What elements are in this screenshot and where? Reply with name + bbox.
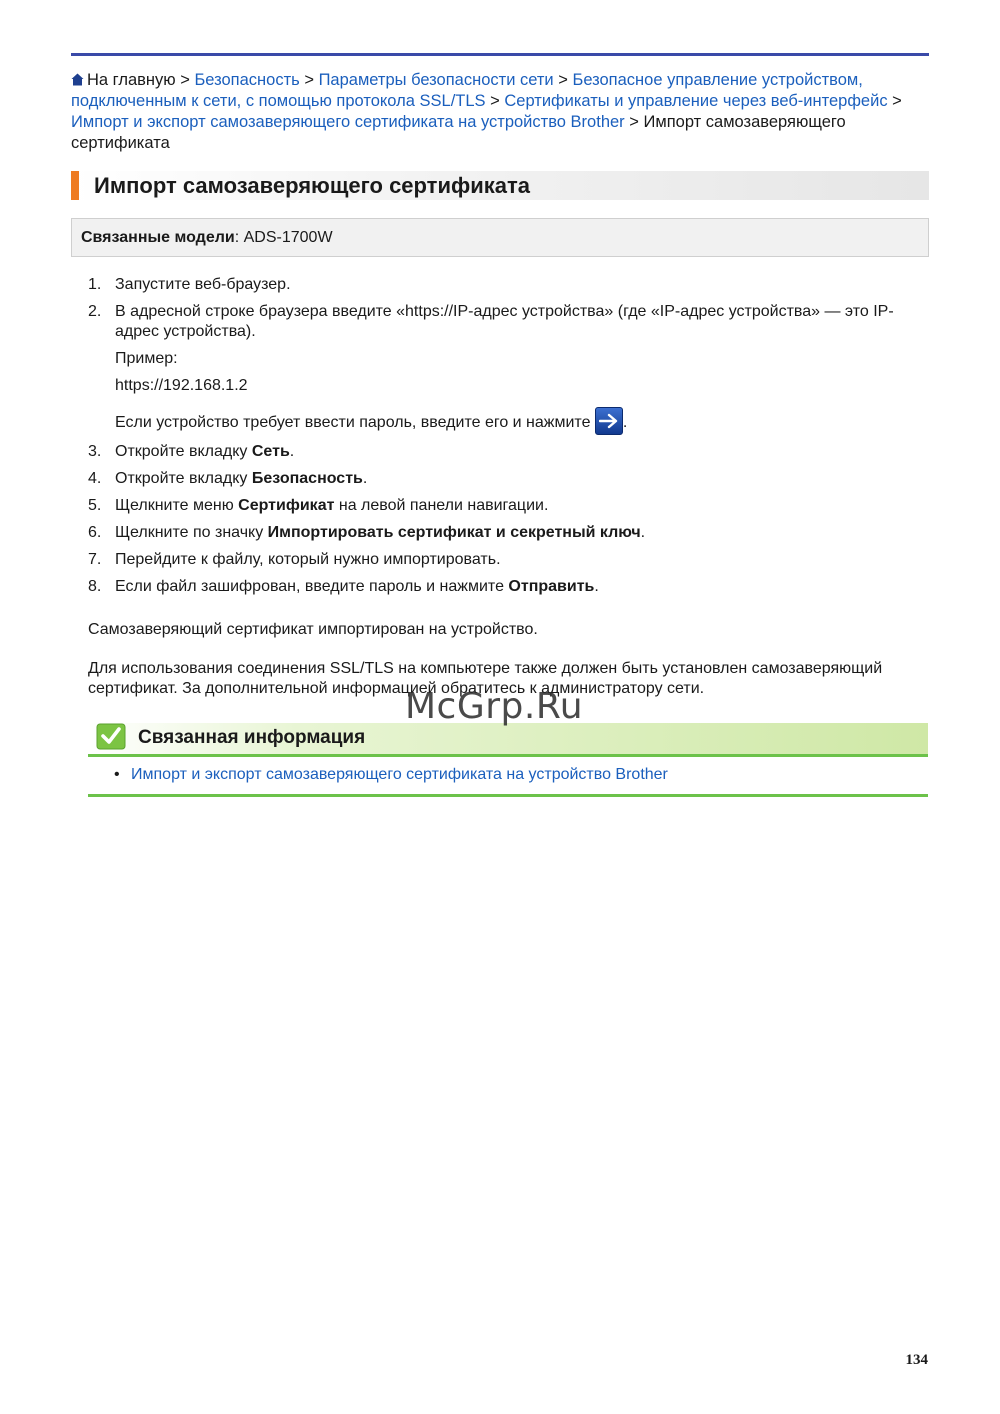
- step-1: 1. Запустите веб-браузер.: [88, 276, 291, 293]
- models-label: Связанные модели: [81, 229, 235, 246]
- step-8: 8. Если файл зашифрован, введите пароль и нажмите Отправить.: [88, 578, 599, 595]
- breadcrumb: На главную > Безопасность > Параметры безопасности сети > Безопасное управление устройством, подключенным к сети, с помощью протокола SSL/TLS > Сертификаты и управление через веб-интерфейс > Импорт и экспорт самозаверяющего сертификата на устройство Brother > Импорт самозаверяющего сертификата: [71, 71, 902, 152]
- step-7: 7. Перейдите к файлу, который нужно импортировать.: [88, 551, 501, 568]
- step-6: 6. Щелкните по значку Импортировать сертификат и секретный ключ.: [88, 524, 646, 541]
- models-value: : ADS-1700W: [234, 229, 333, 246]
- breadcrumb-home[interactable]: На главную: [87, 71, 176, 89]
- page-title-bar: [71, 171, 929, 200]
- password-note: Если устройство требует ввести пароль, введите его и нажмите .: [115, 407, 928, 435]
- result-paragraph: Самозаверяющий сертификат импортирован на устройство.: [88, 621, 538, 638]
- arrow-right-icon[interactable]: [595, 407, 623, 435]
- page-number: 134: [905, 1352, 928, 1368]
- example-value: https://192.168.1.2: [115, 377, 248, 394]
- page-title: Импорт самозаверяющего сертификата: [94, 173, 531, 198]
- breadcrumb-link-network-security[interactable]: Параметры безопасности сети: [318, 71, 554, 89]
- step-5: 5. Щелкните меню Сертификат на левой панели навигации.: [88, 497, 549, 514]
- breadcrumb-current: Импорт самозаверяющего сертификата: [71, 113, 846, 152]
- related-link-import-export[interactable]: Импорт и экспорт самозаверяющего сертификата на устройство Brother: [131, 766, 668, 783]
- related-info-list: • Импорт и экспорт самозаверяющего сертификата на устройство Brother: [114, 766, 668, 783]
- related-info-title: Связанная информация: [138, 727, 366, 748]
- steps-list: [88, 275, 928, 604]
- step-3: 3. Откройте вкладку Сеть.: [88, 443, 295, 460]
- home-icon[interactable]: [71, 73, 84, 86]
- note-paragraph: Для использования соединения SSL/TLS на компьютере также должен быть установлен самозаверяющий сертификат. За дополнительной информацией обратитесь к администратору сети.: [88, 660, 883, 697]
- bottom-rule: [88, 794, 928, 797]
- step-2: 2. В адресной строке браузера введите «https://IP-адрес устройства» (где «IP-адрес устройства» — это IP-адрес устройства). Пример: https://192.168.1.2 Если устройство требует ввести пароль, введите его и нажмите .: [88, 302, 928, 435]
- related-models-box: [71, 218, 929, 257]
- checkmark-icon: [96, 723, 126, 750]
- step-4: 4. Откройте вкладку Безопасность.: [88, 470, 368, 487]
- breadcrumb-link-certificates[interactable]: Сертификаты и управление через веб-интерфейс: [504, 92, 888, 110]
- example-label: Пример:: [115, 350, 178, 367]
- related-info-header: [88, 723, 928, 757]
- breadcrumb-link-ssl-tls[interactable]: Безопасное управление устройством, подключенным к сети, с помощью протокола SSL/TLS: [71, 71, 863, 110]
- watermark: McGrp.Ru: [405, 686, 584, 727]
- breadcrumb-link-security[interactable]: Безопасность: [194, 71, 300, 89]
- title-accent: [71, 171, 79, 200]
- top-rule: [71, 53, 929, 56]
- breadcrumb-link-import-export[interactable]: Импорт и экспорт самозаверяющего сертификата на устройство Brother: [71, 113, 625, 131]
